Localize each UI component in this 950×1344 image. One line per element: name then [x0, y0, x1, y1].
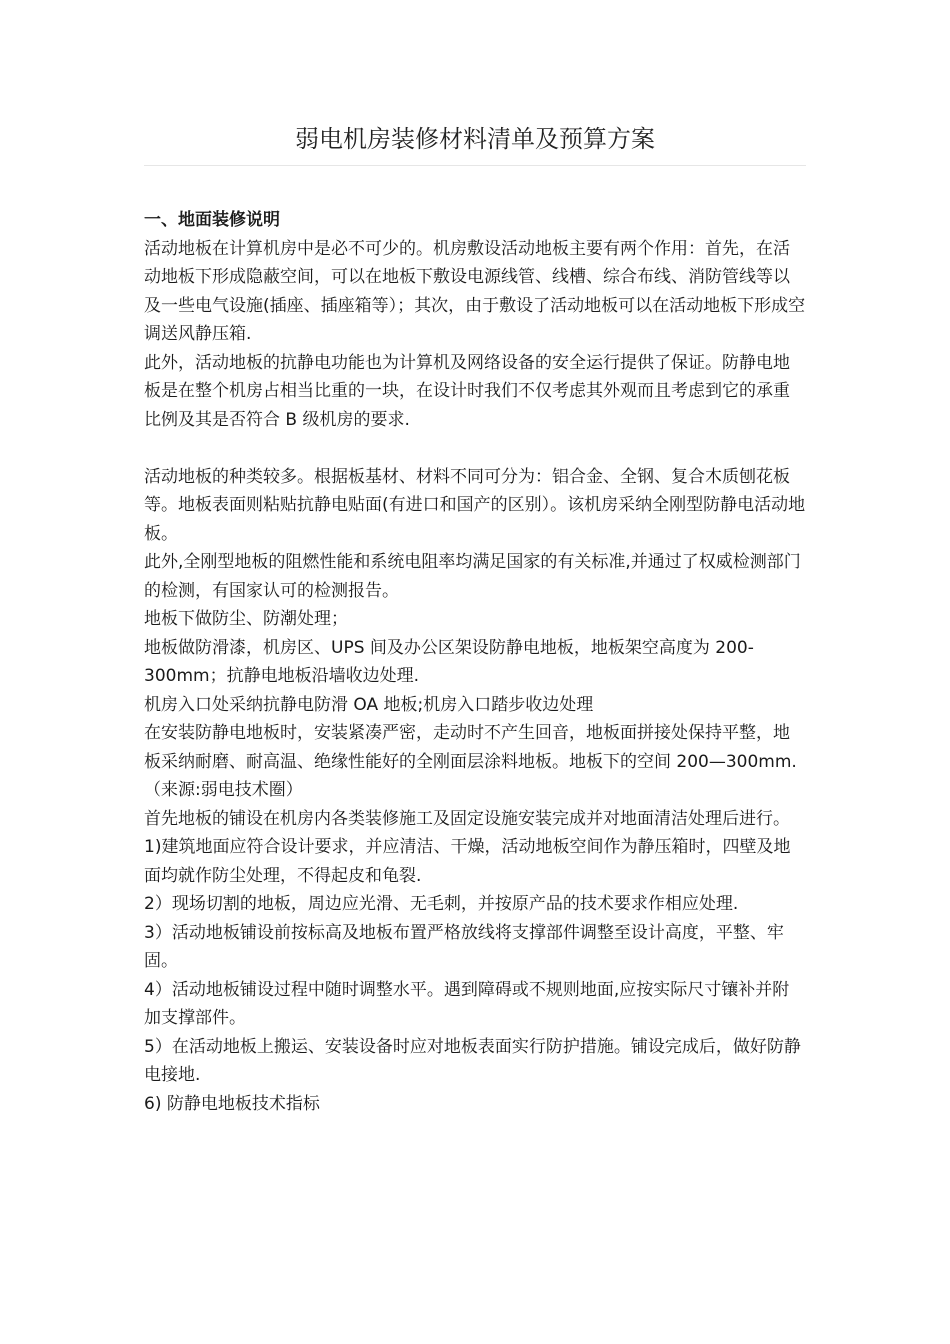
list-item: 3）活动地板铺设前按标高及地板布置严格放线将支撑部件调整至设计高度，平整、牢固。: [144, 922, 784, 971]
paragraph: 机房入口处采纳抗静电防滑 OA 地板;机房入口踏步收边处理: [144, 694, 594, 715]
title-divider: [144, 165, 806, 166]
list-item: 4）活动地板铺设过程中随时调整水平。遇到障碍或不规则地面,应按实际尺寸镶补并附加支撑部件。: [144, 979, 790, 1028]
paragraph: 活动地板在计算机房中是必不可少的。机房敷设活动地板主要有两个作用：首先，在活动地板下形成隐蔽空间，可以在地板下敷设电源线管、线槽、综合布线、消防管线等以及一些电气设施(插座、插座箱等）；其次，由于敷设了活动地板可以在活动地板下形成空调送风静压箱.: [144, 238, 806, 344]
paragraph: 此外,全刚型地板的阻燃性能和系统电阻率均满足国家的有关标准,并通过了权威检测部门的检测，有国家认可的检测报告。: [144, 552, 801, 601]
document-body: [144, 206, 806, 1118]
paragraph-gap: [144, 434, 806, 463]
list-item: 1)建筑地面应符合设计要求，并应清洁、干燥，活动地板空间作为静压箱时，四壁及地面均就作防尘处理，不得起皮和龟裂.: [144, 837, 791, 886]
paragraph: 此外，活动地板的抗静电功能也为计算机及网络设备的安全运行提供了保证。防静电地板是在整个机房占相当比重的一块，在设计时我们不仅考虑其外观而且考虑到它的承重比例及其是否符合 B 级机房的要求.: [144, 352, 790, 430]
list-item: 5）在活动地板上搬运、安装设备时应对地板表面实行防护措施。铺设完成后，做好防静电接地.: [144, 1036, 801, 1085]
paragraph: 首先地板的铺设在机房内各类装修施工及固定设施安装完成并对地面清洁处理后进行。: [144, 808, 790, 829]
list-item: 6) 防静电地板技术指标: [144, 1093, 320, 1114]
document-title: 弱电机房装修材料清单及预算方案: [295, 125, 655, 153]
list-item: 2）现场切割的地板，周边应光滑、无毛刺，并按原产品的技术要求作相应处理.: [144, 894, 739, 914]
section-heading: 一、地面装修说明: [144, 210, 280, 230]
paragraph: 地板做防滑漆，机房区、UPS 间及办公区架设防静电地板，地板架空高度为 200-300mm；抗静电地板沿墙收边处理.: [144, 637, 754, 686]
paragraph: 地板下做防尘、防潮处理；: [144, 609, 348, 629]
paragraph: 活动地板的种类较多。根据板基材、材料不同可分为：铝合金、全钢、复合木质刨花板等。地板表面则粘贴抗静电贴面(有进口和国产的区别）。该机房采纳全刚型防静电活动地板。: [144, 466, 806, 544]
paragraph: 在安装防静电地板时，安装紧凑严密，走动时不产生回音，地板面拼接处保持平整，地板采纳耐磨、耐高温、绝缘性能好的全刚面层涂料地板。地板下的空间 200—300mm.（来源:弱电技术圈）: [144, 723, 797, 800]
